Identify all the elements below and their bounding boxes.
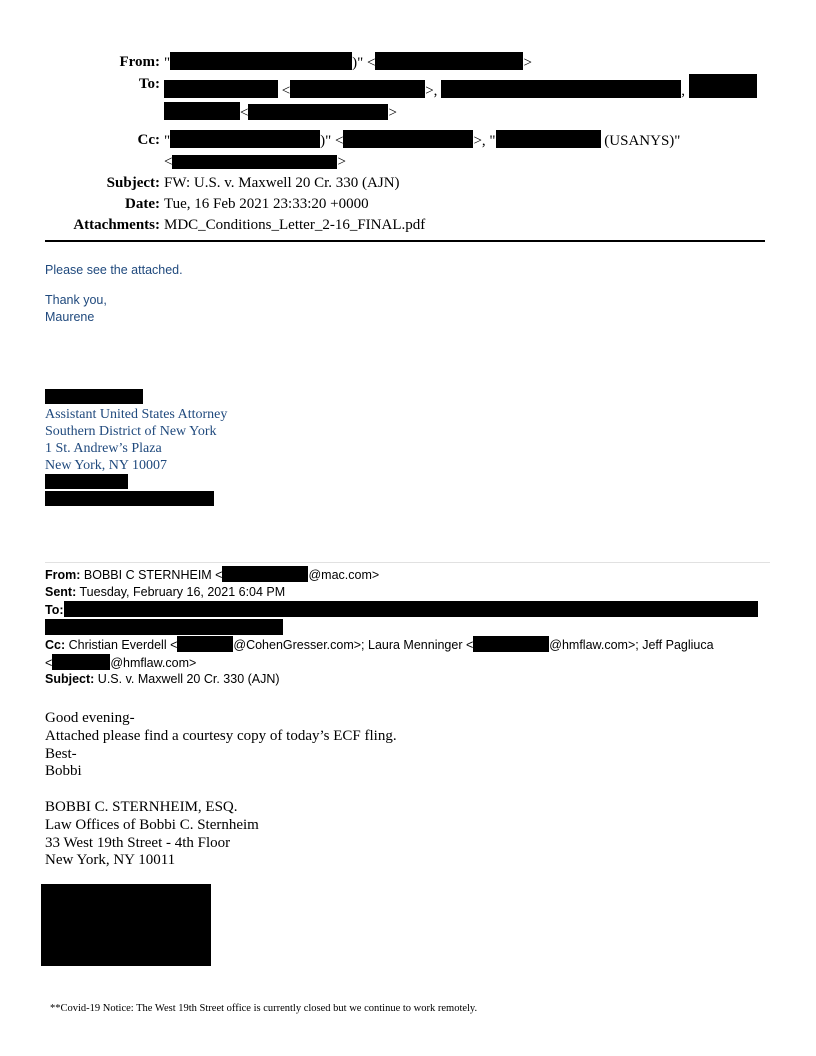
forwarded-header: From: BOBBI C STERNHEIM < @mac.com> Sent: Tuesday, February 16, 2021 6:04 PM To: Cc: Christian Everdell < @CohenGresser.com>; Laura Menninger < @hmflaw.com>; Jeff Pagliuca < @hmflaw.com> Subject: U.S. v. Maxwell 20 Cr. 330 (AJN) [45, 566, 775, 689]
fwd-sent-label: Sent: [45, 584, 77, 599]
email-header [40, 52, 770, 236]
date-label: Date: [125, 196, 160, 212]
fwd-cc-text: @hmflaw.com> [110, 655, 197, 670]
fwd-from-name: BOBBI C STERNHEIM < [83, 568, 223, 582]
redaction [177, 636, 233, 652]
body-line: Please see the attached. [45, 263, 183, 277]
signature-block [45, 389, 227, 508]
sender-name: BOBBI C. STERNHEIM, ESQ. [45, 798, 238, 815]
cc-label: Cc: [137, 132, 160, 148]
subject-value: FW: U.S. v. Maxwell 20 Cr. 330 (AJN) [164, 175, 400, 191]
to-label: To: [138, 76, 160, 92]
redaction [248, 104, 388, 120]
body-line: Maurene [45, 310, 95, 324]
redaction-block [41, 884, 211, 966]
forward-divider [45, 562, 770, 563]
redaction [52, 654, 110, 670]
fwd-cc-text: @hmflaw.com>; Jeff Pagliuca [549, 638, 714, 652]
redaction [375, 52, 523, 70]
redaction [343, 130, 473, 148]
attachments-row [40, 215, 770, 236]
fwd-from-domain: @mac.com> [308, 568, 380, 582]
message-line: Best- [45, 745, 77, 762]
forwarded-message [45, 710, 397, 870]
redaction [45, 389, 143, 404]
redaction [45, 619, 283, 635]
fwd-cc-text: Christian Everdell < [68, 638, 178, 652]
signature-district: Southern District of New York [45, 424, 217, 439]
redaction [222, 566, 308, 582]
attachment-filename[interactable]: MDC_Conditions_Letter_2-16_FINAL.pdf [164, 217, 426, 233]
message-line: Attached please find a courtesy copy of today’s ECF fling. [45, 727, 397, 744]
to-row [40, 74, 770, 124]
redaction [164, 80, 278, 98]
redaction [496, 130, 601, 148]
redaction [64, 601, 758, 617]
subject-row [40, 173, 770, 194]
redaction [290, 80, 425, 98]
email-body [45, 262, 183, 326]
from-row [40, 52, 770, 74]
redaction [170, 130, 320, 148]
redaction [170, 52, 352, 70]
attachments-label: Attachments: [73, 217, 160, 233]
sender-firm: Law Offices of Bobbi C. Sternheim [45, 816, 259, 833]
fwd-to-label: To: [45, 603, 64, 617]
fwd-cc-label: Cc: [45, 638, 66, 652]
signature-title: Assistant United States Attorney [45, 407, 228, 422]
sender-address: 33 West 19th Street - 4th Floor [45, 834, 231, 851]
sender-address: New York, NY 10011 [45, 852, 176, 869]
fwd-subject-label: Subject: [45, 672, 95, 686]
cc-org: (USANYS)" [604, 133, 681, 149]
body-line: Thank you, [45, 293, 107, 307]
redaction [45, 474, 128, 489]
covid-notice: **Covid-19 Notice: The West 19th Street office is currently closed but we continue to work remotely. [50, 1003, 478, 1014]
cc-row [40, 130, 770, 173]
header-divider [45, 240, 765, 242]
redaction [172, 155, 337, 169]
redaction [473, 636, 549, 652]
fwd-subject: U.S. v. Maxwell 20 Cr. 330 (AJN) [97, 672, 280, 686]
fwd-cc-text: @CohenGresser.com>; Laura Menninger < [233, 638, 474, 652]
fwd-sent: Tuesday, February 16, 2021 6:04 PM [79, 584, 286, 599]
cc-value: " )" < >, " (USANYS)" < > [164, 130, 770, 173]
redaction [689, 74, 757, 98]
from-value: " )" < > [164, 52, 770, 74]
fwd-from-label: From: [45, 568, 81, 582]
redaction [45, 491, 214, 506]
signature-address: New York, NY 10007 [45, 458, 167, 473]
signature-address: 1 St. Andrew’s Plaza [45, 441, 162, 456]
subject-label: Subject: [106, 175, 160, 191]
date-value: Tue, 16 Feb 2021 23:33:20 +0000 [164, 196, 369, 212]
date-row [40, 194, 770, 215]
redaction [164, 102, 240, 120]
message-line: Bobbi [45, 763, 82, 780]
message-line: Good evening- [45, 710, 135, 726]
redaction [441, 80, 681, 98]
to-value: < >, , < > [164, 74, 770, 124]
from-label: From: [119, 54, 160, 70]
